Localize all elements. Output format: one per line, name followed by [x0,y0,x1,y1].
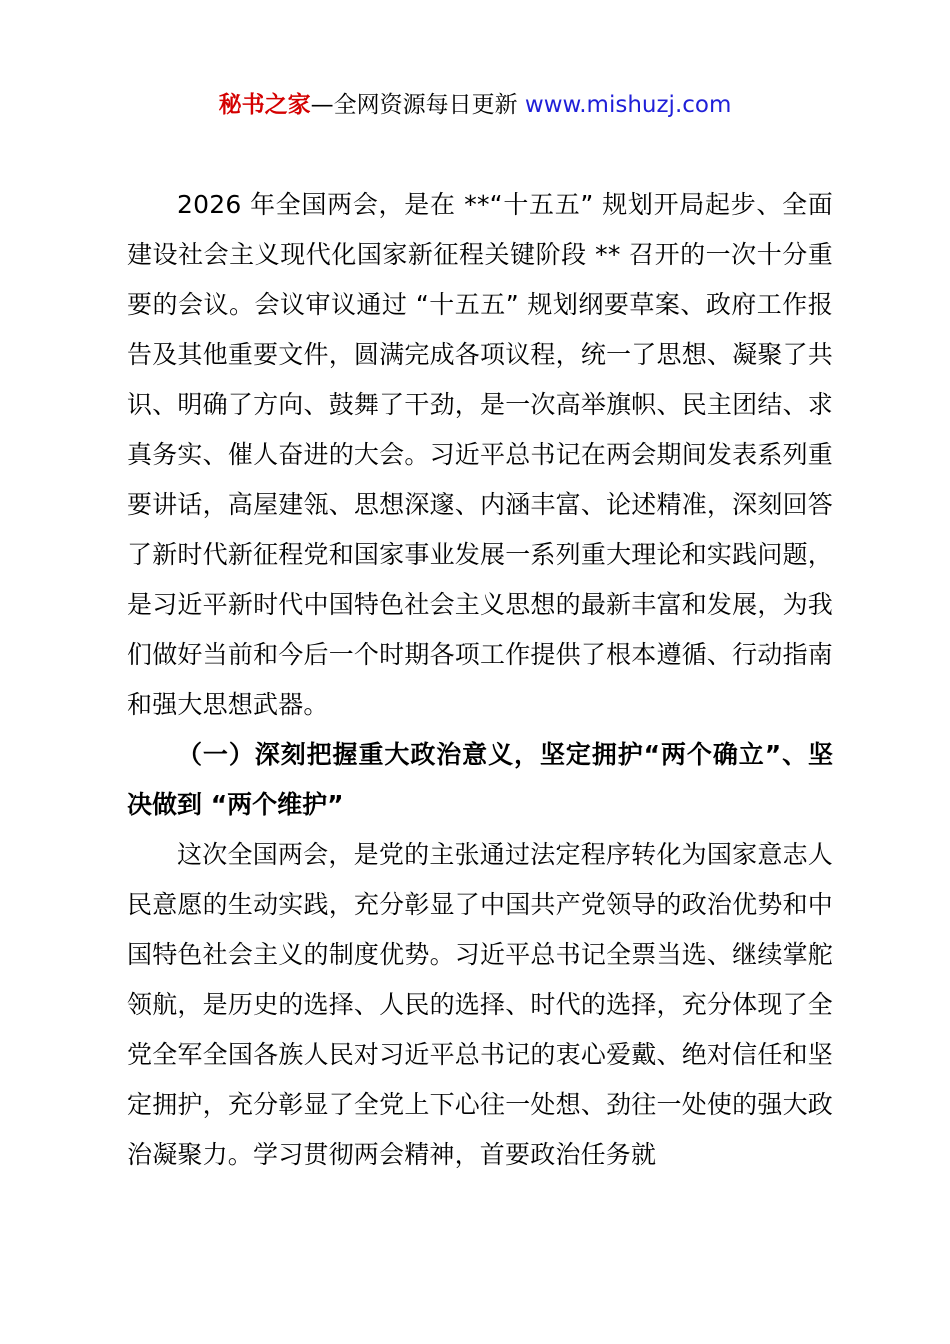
section-heading: （一）深刻把握重大政治意义，坚定拥护“两个确立”、坚决做到 “两个维护” [127,740,833,819]
site-url-link[interactable]: www.mishuzj.com [524,92,732,118]
body-paragraph: 2026 年全国两会，是在 **“十五五” 规划开局起步、全面建设社会主义现代化国家新征程关键阶段 ** 召开的一次十分重要的会议。会议审议通过 “十五五” 规划纲要草案、政府工作报告及其他重要文件，圆满完成各项议程，统一了思想、凝聚了共识、明确了方向、鼓舞了干劲，是一次高举旗帜、民主团结、求真务实、催人奋进的大会。习近平总书记在两会期间发表系列重要讲话，高屋建瓴、思想深邃、内涵丰富、论述精准，深刻回答了新时代新征程党和国家事业发展一系列重大理论和实践问题，是习近平新时代中国特色社会主义思想的最新丰富和发展，为我们做好当前和今后一个时期各项工作提供了根本遵循、行动指南和强大思想武器。 [127,190,833,719]
document-body [127,180,833,1180]
body-paragraph: 这次全国两会，是党的主张通过法定程序转化为国家意志人民意愿的生动实践，充分彰显了中国共产党领导的政治优势和中国特色社会主义的制度优势。习近平总书记全票当选、继续掌舵领航，是历史的选择、人民的选择、时代的选择，充分体现了全党全军全国各族人民对习近平总书记的衷心爱戴、绝对信任和坚定拥护，充分彰显了全党上下心往一处想、劲往一处使的强大政治凝聚力。学习贯彻两会精神，首要政治任务就 [127,840,833,1169]
site-brand: 秘书之家 [218,92,311,118]
site-tagline: —全网资源每日更新 [310,92,525,118]
page-header [0,88,950,122]
